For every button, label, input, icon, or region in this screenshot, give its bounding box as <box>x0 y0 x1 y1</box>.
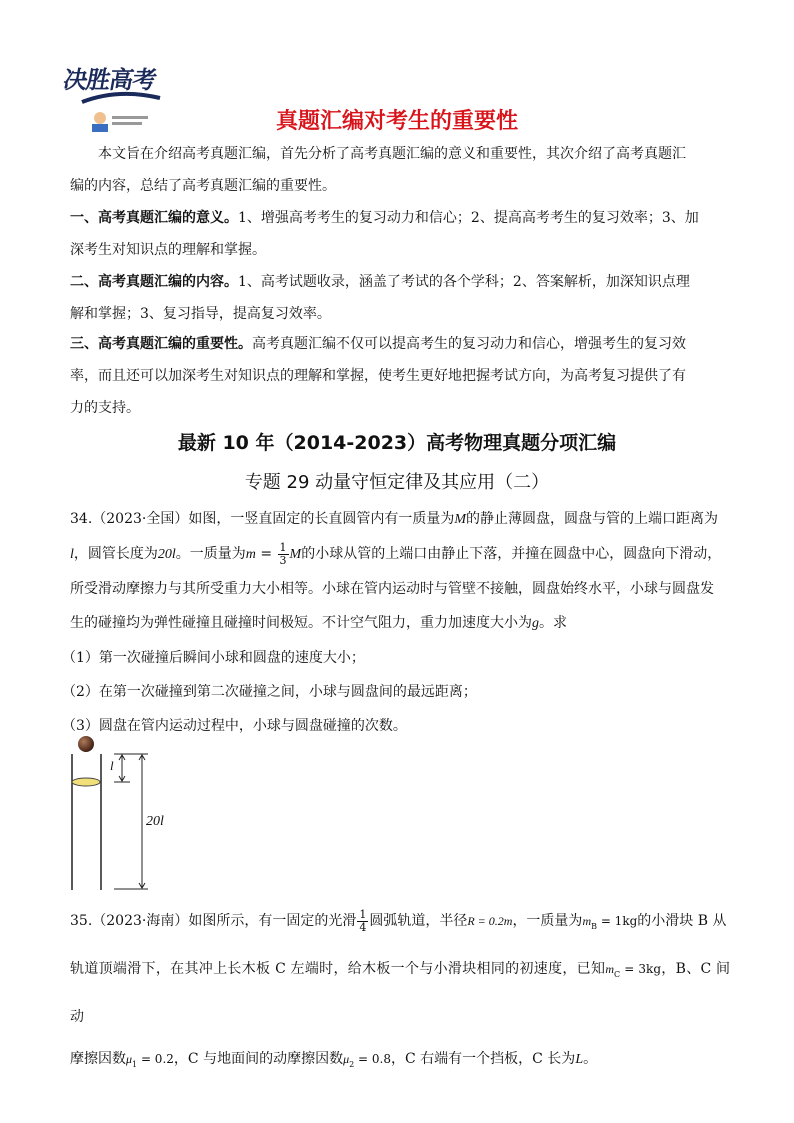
fraction-denominator: 4 <box>359 920 367 934</box>
var-mu2-value: = 0.8 <box>354 1051 391 1066</box>
intro-line-1: 本文旨在介绍高考真题汇编，首先分析了高考真题汇编的意义和重要性，其次介绍了高考真题汇 <box>98 146 686 162</box>
q35-text: 的小滑块 B 从 <box>637 913 727 929</box>
question-35 <box>70 900 730 1085</box>
fig-label-20l: 20l <box>146 814 164 829</box>
compilation-heading: 最新 10 年（2014-2023）高考物理真题分项汇编 <box>177 432 617 454</box>
intro-line-2: 编的内容，总结了高考真题汇编的重要性。 <box>70 178 336 194</box>
section-importance <box>70 328 730 424</box>
var-mu2-sub: 2 <box>349 1059 355 1069</box>
q34-text: ，圆管长度为 <box>73 546 158 562</box>
q35-text: ，一质量为 <box>512 913 583 929</box>
var-mC: m <box>605 961 614 976</box>
q34-figure-tube <box>64 732 174 894</box>
fraction-numerator: 1 <box>279 540 287 554</box>
var-mu2: μ <box>343 1051 350 1066</box>
var-g: g <box>532 616 539 631</box>
var-mB: m <box>582 914 592 928</box>
section-1-line-1: 1、增强高考考生的复习动力和信心；2、提高高考考生的复习效率；3、加 <box>238 210 699 226</box>
q35-text: 35.（2023·海南）如图所示，有一固定的光滑 <box>70 913 357 929</box>
var-mC-value: = 3kg <box>620 961 661 976</box>
q35-text: ，B、C 间动 <box>70 960 730 1025</box>
q34-text: 34.（2023·全国）如图，一竖直固定的长直圆管内有一质量为 <box>70 511 455 527</box>
section-2-line-1: 1、高考试题收录，涵盖了考试的各个学科；2、答案解析，加深知识点理 <box>238 274 690 290</box>
var-R: R = 0.2m <box>467 914 513 928</box>
var-M: M <box>289 547 302 562</box>
section-1-label: 一、高考真题汇编的意义。 <box>70 210 238 226</box>
q34-text: 。一质量为 <box>175 546 246 562</box>
var-mu1: μ <box>126 1051 133 1066</box>
var-mC-sub: C <box>613 969 621 979</box>
section-3-line-3: 力的支持。 <box>70 400 140 416</box>
equals-sign: = <box>255 546 277 562</box>
fraction-one-third <box>278 542 289 567</box>
section-1-line-2: 深考生对知识点的理解和掌握。 <box>70 242 266 258</box>
q34-part-1: （1）第一次碰撞后瞬间小球和圆盘的速度大小； <box>62 650 365 666</box>
var-mu1-value: = 0.2 <box>137 1051 174 1066</box>
q35-text: ，C 与地面间的动摩擦因数 <box>173 1050 344 1067</box>
var-20l: 20l <box>157 547 176 562</box>
section-3-label: 三、高考真题汇编的重要性。 <box>70 336 252 352</box>
q34-text: 生的碰撞均为弹性碰撞且碰撞时间极短。不计空气阻力，重力加速度大小为 <box>70 615 532 631</box>
section-meaning <box>70 202 730 266</box>
var-M: M <box>454 512 467 527</box>
section-content <box>70 266 730 330</box>
section-3-line-1: 高考真题汇编不仅可以提高考生的复习动力和信心，增强考生的复习效 <box>252 336 686 352</box>
q34-text: 。求 <box>539 615 567 631</box>
q34-text: 的静止薄圆盘，圆盘与管的上端口距离为 <box>466 511 719 527</box>
fraction-one-quarter <box>357 909 368 934</box>
var-l: l <box>70 547 74 562</box>
section-2-line-2: 解和掌握；3、复习指导，提高复习效率。 <box>70 306 331 322</box>
var-L: L <box>575 1051 584 1067</box>
fraction-denominator: 3 <box>279 553 287 567</box>
disc <box>72 778 100 786</box>
fraction-numerator: 1 <box>359 907 367 921</box>
section-3-line-2: 率，而且还可以加深考生对知识点的理解和掌握，使考生更好地把握考试方向，为高考复习提供了有 <box>70 368 686 384</box>
var-mB-value: = 1kg <box>597 914 638 928</box>
q34-text: 所受滑动摩擦力与其所受重力大小相等。小球在管内运动时与管壁不接触，圆盘始终水平，小球与圆盘发 <box>70 581 714 597</box>
q34-text: 的小球从管的上端口由静止下落，并撞在圆盘中心，圆盘向下滑动， <box>301 546 722 562</box>
question-34 <box>62 502 730 743</box>
var-mu1-sub: 1 <box>132 1059 138 1069</box>
section-2-label: 二、高考真题汇编的内容。 <box>70 274 238 290</box>
page-title: 真题汇编对考生的重要性 <box>275 109 518 134</box>
q35-text: 摩擦因数 <box>70 1050 126 1067</box>
logo-text: 决胜高考 <box>61 66 159 94</box>
var-m: m <box>245 547 256 562</box>
q35-text: 。 <box>583 1050 598 1067</box>
ball <box>78 736 94 752</box>
q35-text: 轨道顶端滑下，在其冲上长木板 C 左端时，给木板一个与小滑块相同的初速度，已知 <box>70 960 606 977</box>
q34-part-3: （3）圆盘在管内运动过程中，小球与圆盘碰撞的次数。 <box>62 718 407 734</box>
intro-paragraph <box>70 138 730 202</box>
topic-subheading: 专题 29 动量守恒定律及其应用（二） <box>244 472 550 493</box>
q35-text: 圆弧轨道，半径 <box>369 913 468 929</box>
q34-part-2: （2）在第一次碰撞到第二次碰撞之间，小球与圆盘间的最远距离； <box>62 684 477 700</box>
q35-text: ，C 右端有一个挡板，C 长为 <box>390 1050 576 1067</box>
fig-label-l: l <box>110 758 114 773</box>
var-mB-sub: B <box>591 921 597 931</box>
